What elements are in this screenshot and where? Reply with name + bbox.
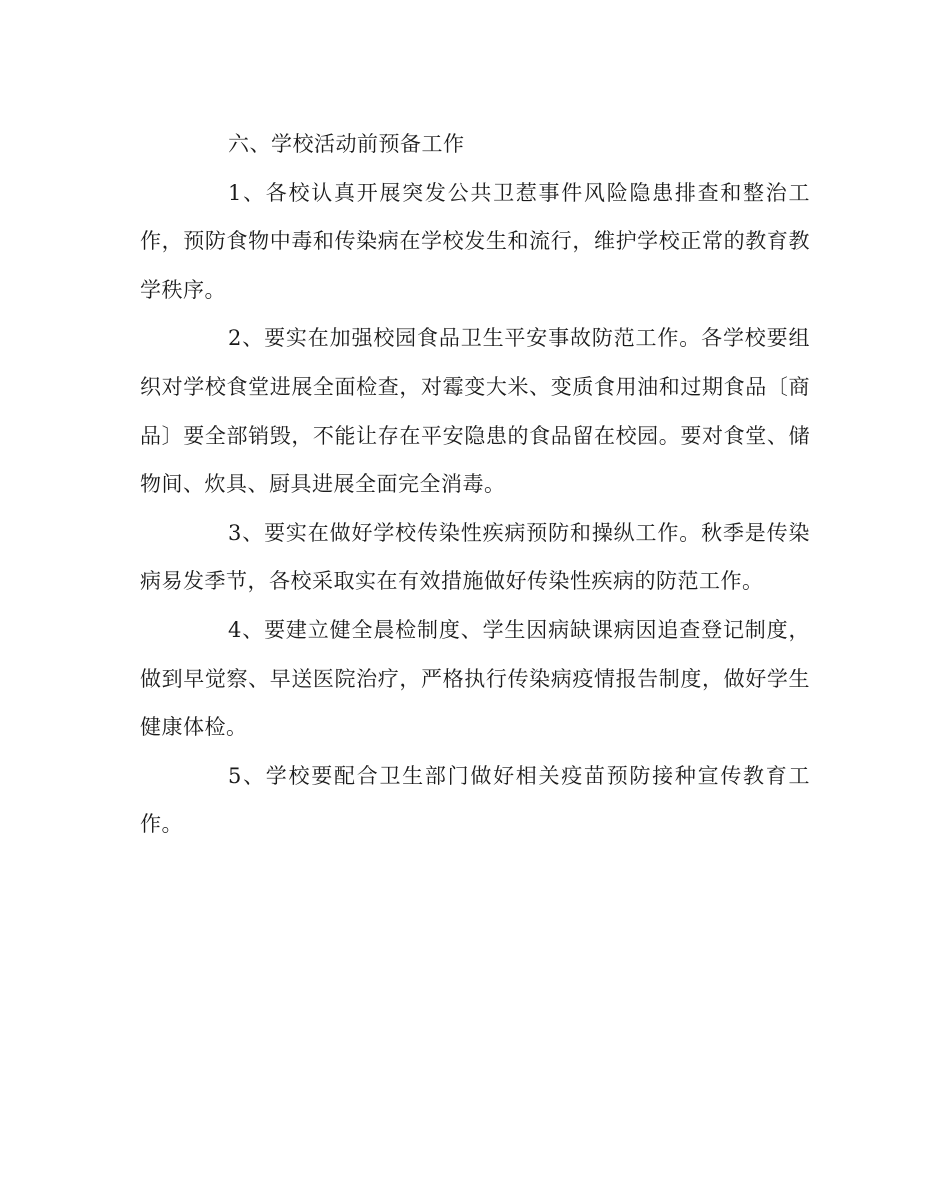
- paragraph-2: 2、要实在加强校园食品卫生平安事故防范工作。各学校要组织对学校食堂进展全面检查，对霉变大米、变质食用油和过期食品〔商品〕要全部销毁，不能让存在平安隐患的食品留在校园。要对食堂、储物间、炊具、厨具进展全面完全消毒。: [140, 326, 810, 497]
- paragraph-3: 3、要实在做好学校传染性疾病预防和操纵工作。秋季是传染病易发季节，各校采取实在有效措施做好传染性疾病的防范工作。: [140, 520, 810, 594]
- paragraph-1: 1、各校认真开展突发公共卫惹事件风险隐患排查和整治工作，预防食物中毒和传染病在学校发生和流行，维护学校正常的教育教学秩序。: [140, 180, 810, 302]
- paragraph-5: 5、学校要配合卫生部门做好相关疫苗预防接种宣传教育工作。: [140, 763, 810, 837]
- section-heading: 六、学校活动前预备工作: [228, 132, 465, 156]
- paragraph-4: 4、要建立健全晨检制度、学生因病缺课病因追查登记制度，做到早觉察、早送医院治疗，严格执行传染病疫情报告制度，做好学生健康体检。: [140, 617, 810, 740]
- document-body: [140, 120, 810, 849]
